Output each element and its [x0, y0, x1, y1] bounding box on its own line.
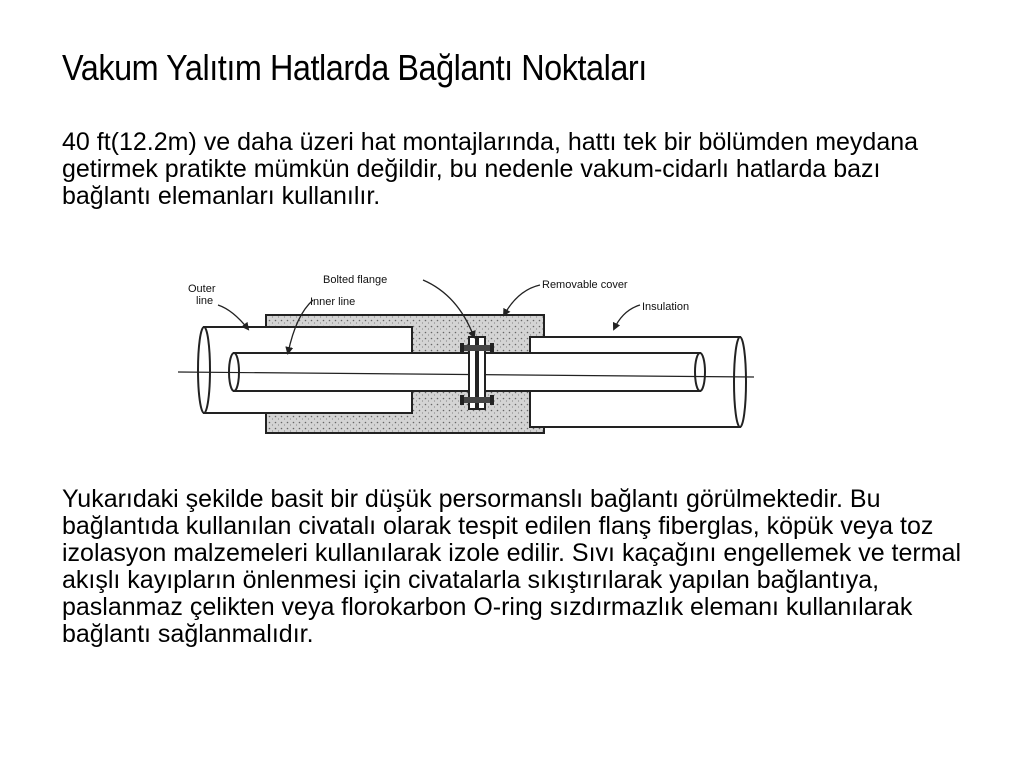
- inner-line-pipe: [229, 353, 705, 391]
- arrow-insulation: [614, 305, 640, 329]
- flange-joint-diagram: [178, 265, 754, 445]
- label-outer-line-2: line: [196, 295, 214, 307]
- arrow-removable-cover: [504, 285, 540, 315]
- description-paragraph: Yukarıdaki şekilde basit bir düşük persormanslı bağlantı görülmektedir. Bu bağlantıda kullanılan civatalı olarak tespit edilen flanş fiberglas, köpük veya toz izolasyon malzemeleri kullanılarak izole edilir. Sıvı kaçağını engellemek ve termal akışlı kayıpların önlenmesi için civatalarla sıkıştırılarak yapılan bağlantıya, paslanmaz çelikten veya florokarbon O-ring sızdırmazlık elemanı kullanılarak bağlantı sağlanmalıdır.: [62, 485, 962, 648]
- label-insulation: Insulation: [642, 301, 690, 313]
- slide-title: Vakum Yalıtım Hatlarda Bağlantı Noktaları: [62, 47, 647, 88]
- intro-paragraph: 40 ft(12.2m) ve daha üzeri hat montajlarında, hattı tek bir bölümden meydana getirmek pratikte mümkün değildir, bu nedenle vakum-cidarlı hatlarda bazı bağlantı elemanları kullanılır.: [62, 128, 919, 210]
- label-inner-line: Inner line: [310, 296, 356, 308]
- label-removable-cover: Removable cover: [542, 279, 628, 291]
- label-bolted-flange: Bolted flange: [323, 274, 388, 286]
- label-outer-line-1: Outer: [188, 283, 216, 295]
- arrow-outer-line: [218, 305, 248, 329]
